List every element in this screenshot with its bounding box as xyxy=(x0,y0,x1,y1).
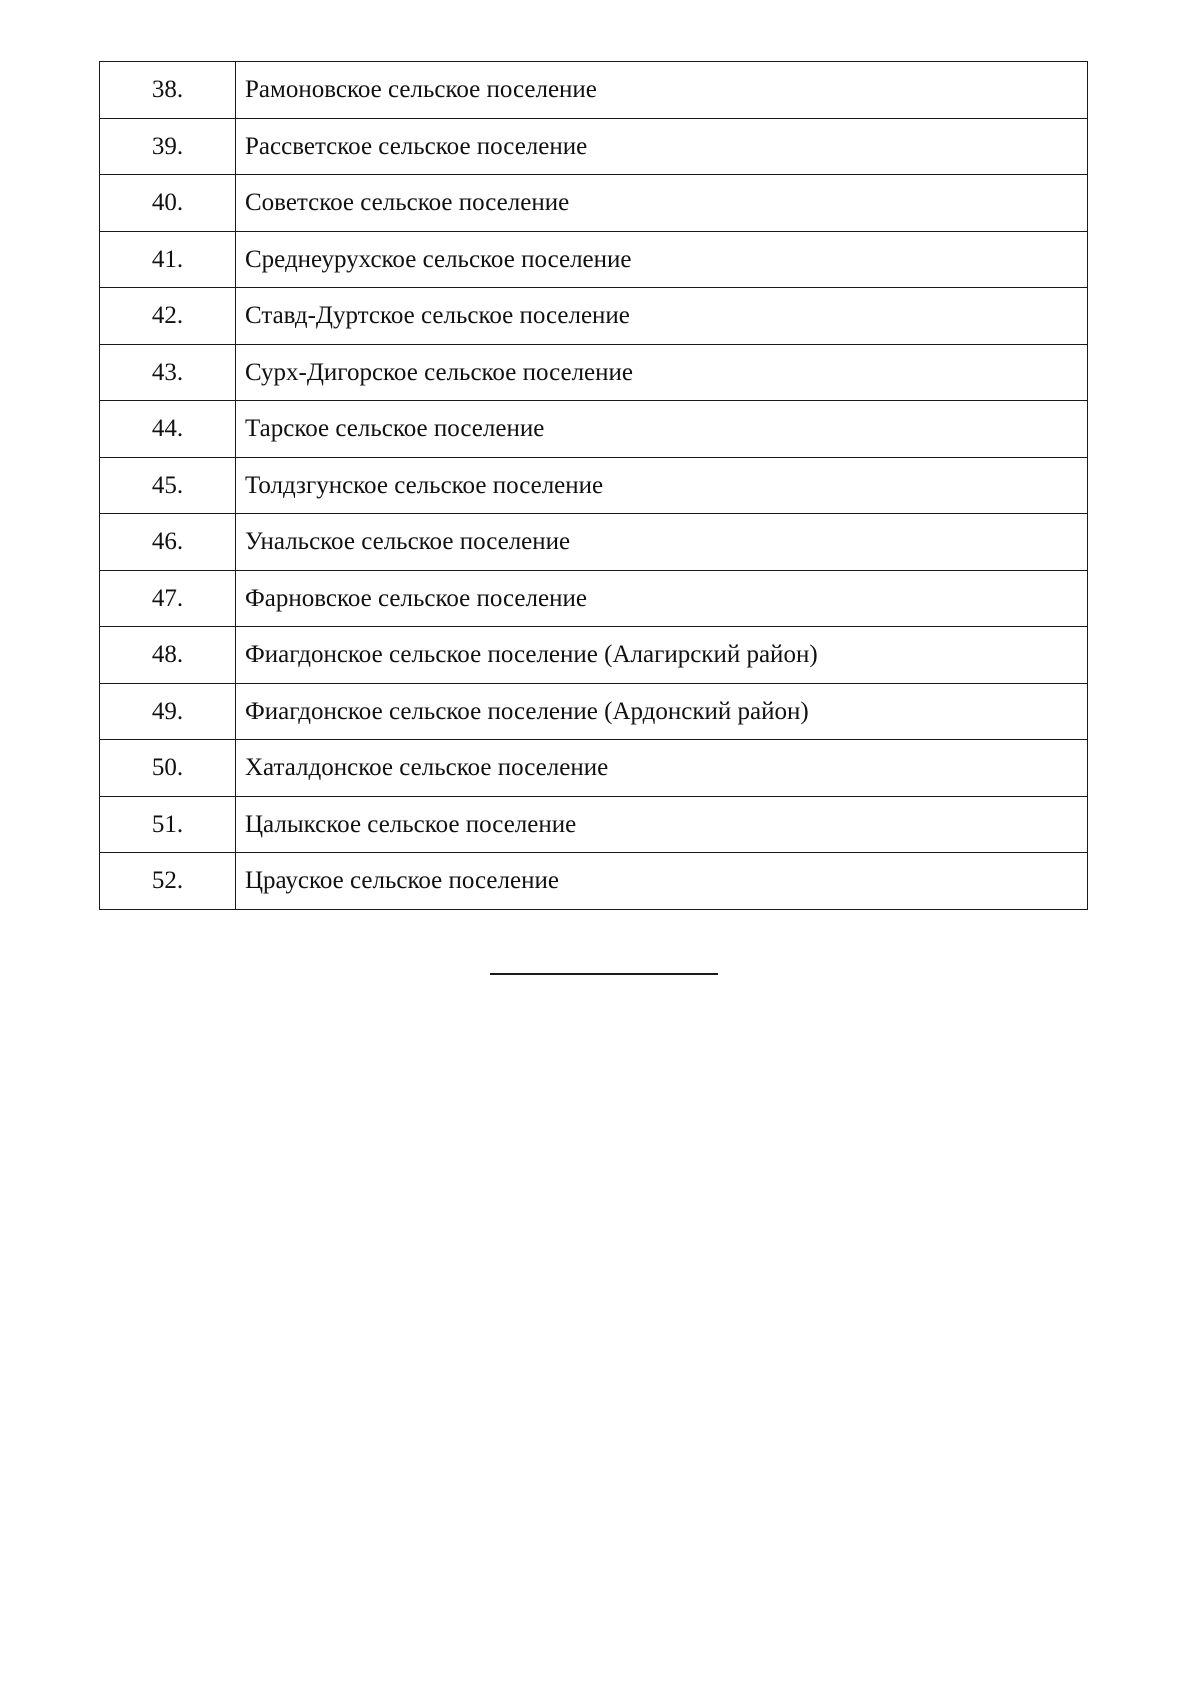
table-row xyxy=(100,118,1088,175)
settlement-name: Цалыкское сельское поселение xyxy=(236,796,1088,853)
row-number: 43. xyxy=(100,344,236,401)
table-row xyxy=(100,683,1088,740)
settlement-name: Унальское сельское поселение xyxy=(236,514,1088,571)
settlement-name: Тарское сельское поселение xyxy=(236,401,1088,458)
table-row xyxy=(100,344,1088,401)
table-row xyxy=(100,401,1088,458)
settlements-table xyxy=(99,61,1088,910)
table-row xyxy=(100,796,1088,853)
row-number: 46. xyxy=(100,514,236,571)
settlement-name: Ставд-Дуртское сельское поселение xyxy=(236,288,1088,345)
settlements-table-body xyxy=(100,62,1088,910)
table-row xyxy=(100,175,1088,232)
row-number: 48. xyxy=(100,627,236,684)
settlement-name: Црауское сельское поселение xyxy=(236,853,1088,910)
row-number: 39. xyxy=(100,118,236,175)
settlement-name: Хаталдонское сельское поселение xyxy=(236,740,1088,797)
table-row xyxy=(100,740,1088,797)
table-row xyxy=(100,288,1088,345)
table-row xyxy=(100,62,1088,119)
settlement-name: Фиагдонское сельское поселение (Алагирский район) xyxy=(236,627,1088,684)
table-row xyxy=(100,231,1088,288)
row-number: 47. xyxy=(100,570,236,627)
settlement-name: Фарновское сельское поселение xyxy=(236,570,1088,627)
settlement-name: Советское сельское поселение xyxy=(236,175,1088,232)
row-number: 44. xyxy=(100,401,236,458)
row-number: 41. xyxy=(100,231,236,288)
settlement-name: Среднеурухское сельское поселение xyxy=(236,231,1088,288)
table-row xyxy=(100,514,1088,571)
row-number: 51. xyxy=(100,796,236,853)
row-number: 45. xyxy=(100,457,236,514)
table-row xyxy=(100,457,1088,514)
settlement-name: Фиагдонское сельское поселение (Ардонский район) xyxy=(236,683,1088,740)
table-row xyxy=(100,853,1088,910)
settlement-name: Рамоновское сельское поселение xyxy=(236,62,1088,119)
row-number: 50. xyxy=(100,740,236,797)
settlement-name: Сурх-Дигорское сельское поселение xyxy=(236,344,1088,401)
row-number: 38. xyxy=(100,62,236,119)
row-number: 40. xyxy=(100,175,236,232)
row-number: 52. xyxy=(100,853,236,910)
settlement-name: Толдзгунское сельское поселение xyxy=(236,457,1088,514)
row-number: 42. xyxy=(100,288,236,345)
row-number: 49. xyxy=(100,683,236,740)
end-of-list-divider xyxy=(490,973,718,975)
settlement-name: Рассветское сельское поселение xyxy=(236,118,1088,175)
table-row xyxy=(100,627,1088,684)
table-row xyxy=(100,570,1088,627)
